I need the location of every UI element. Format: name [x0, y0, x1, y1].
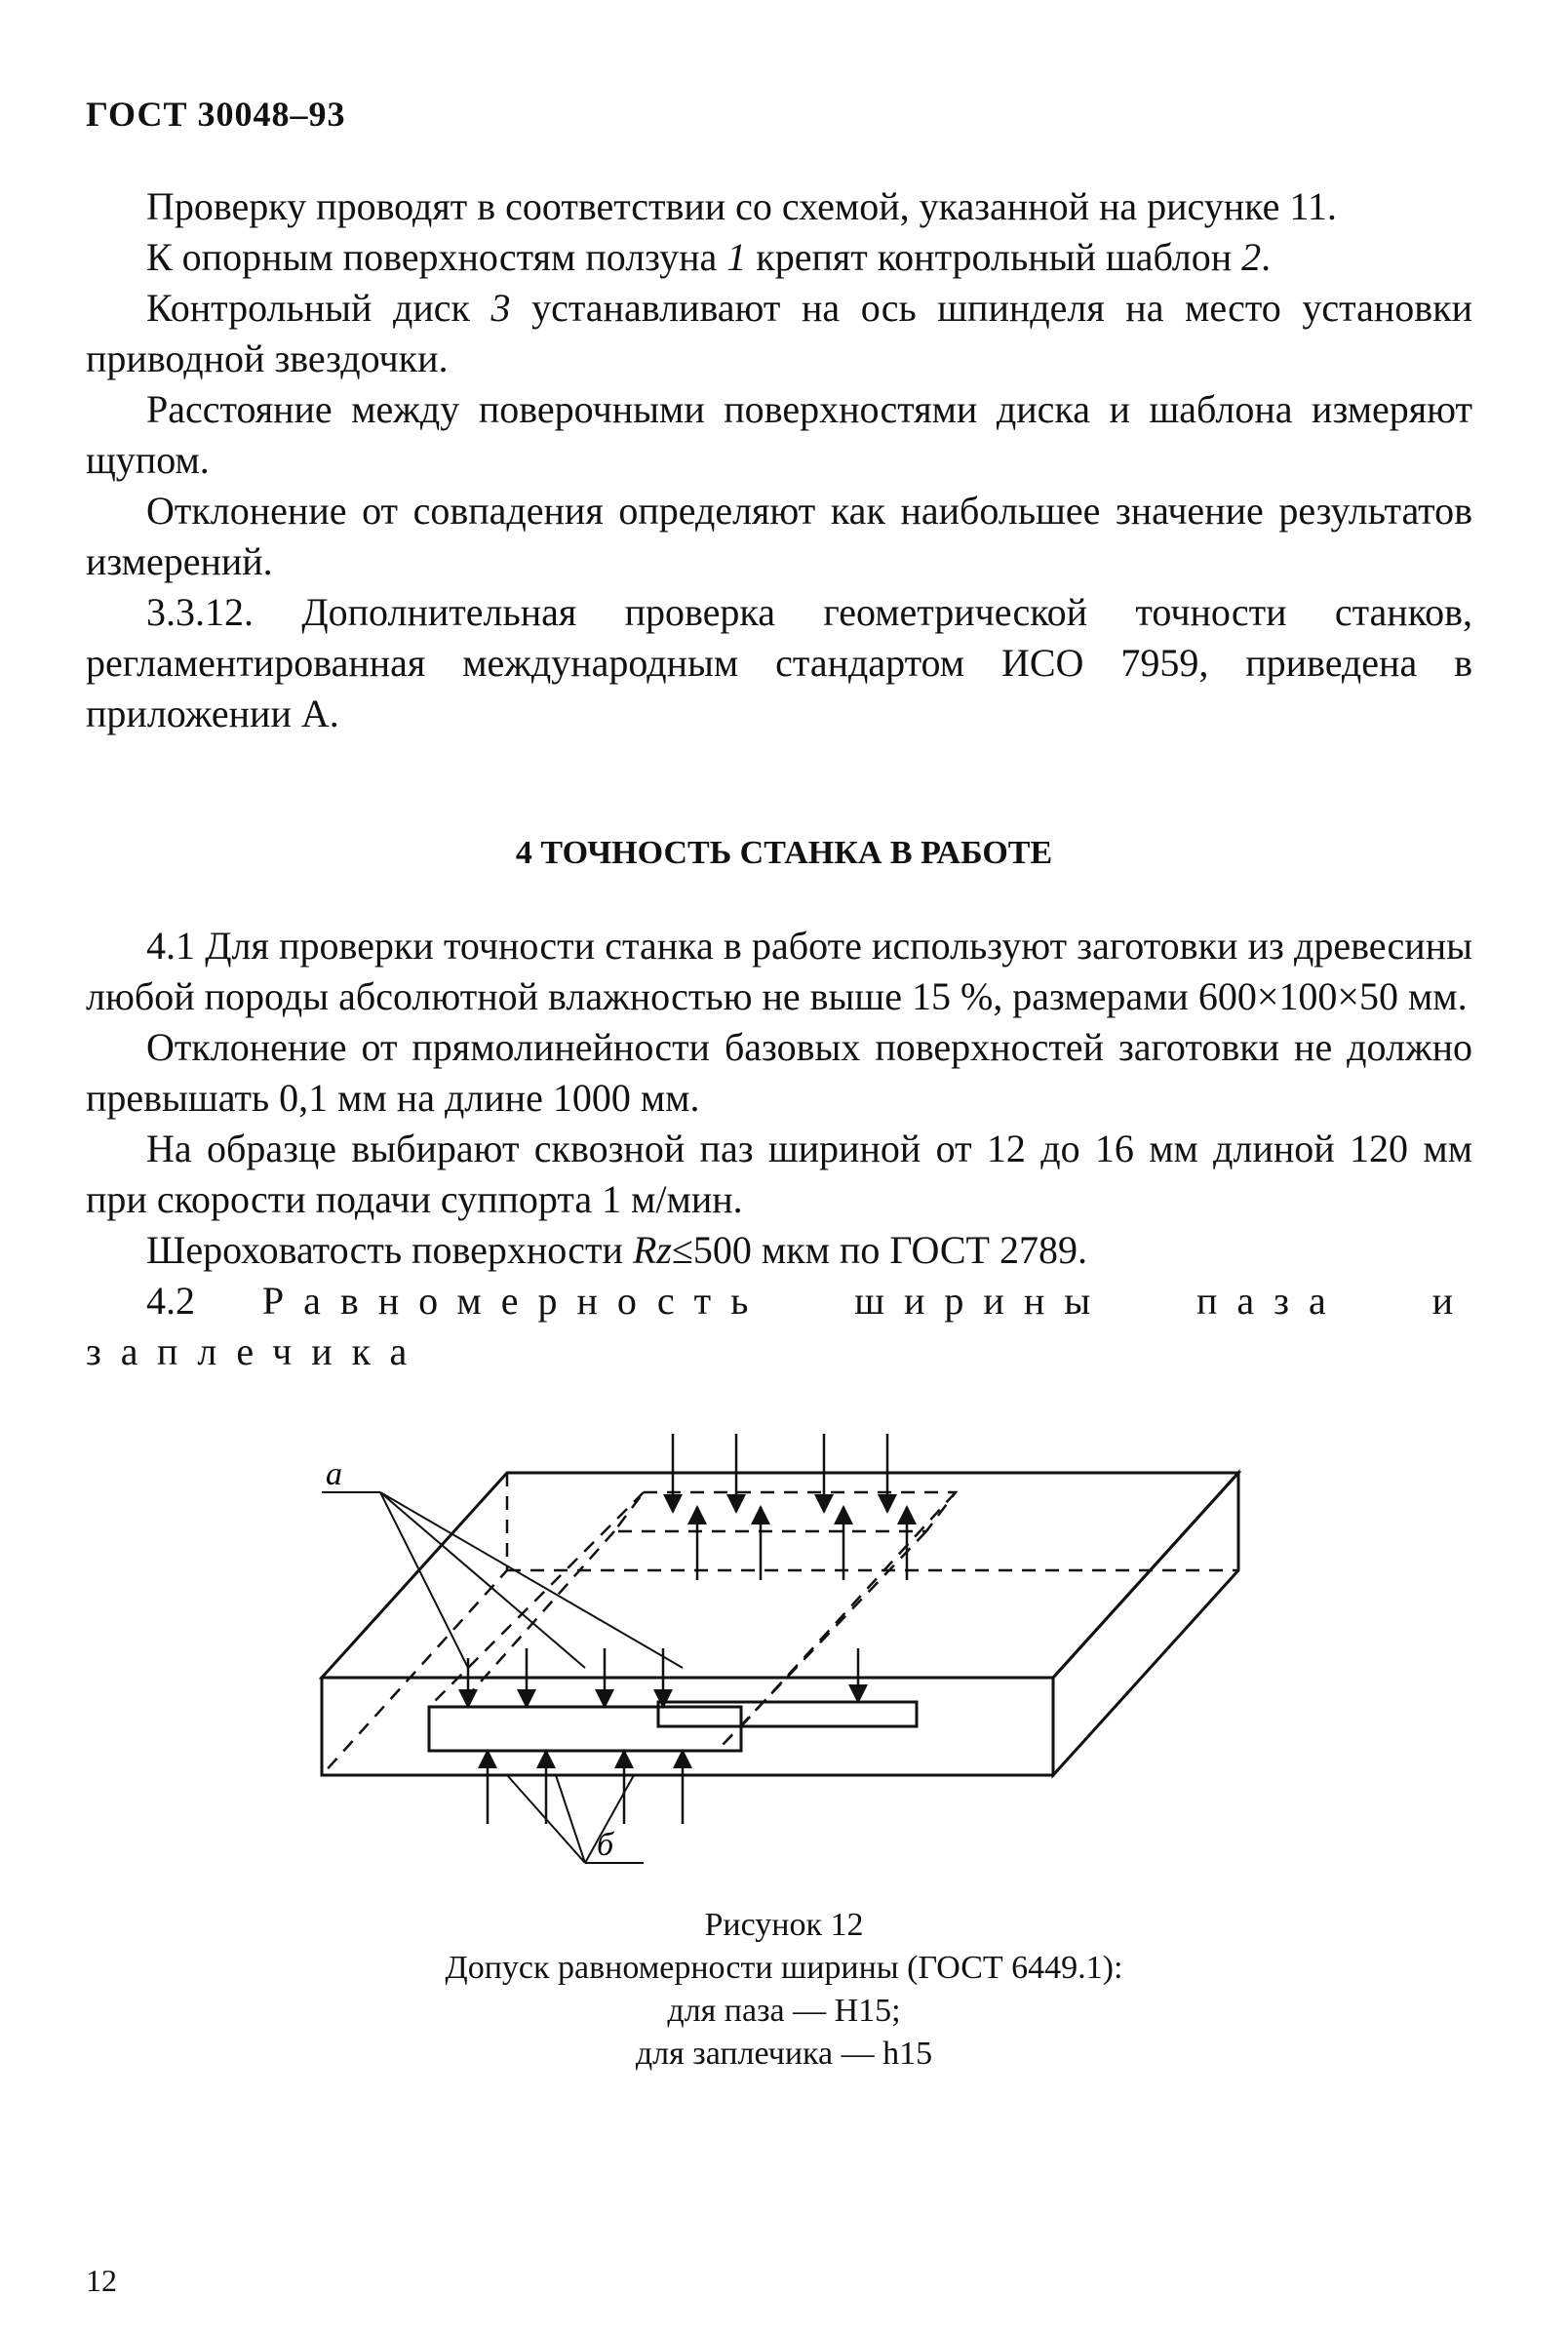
paragraph: Отклонение от совпадения определяют как наибольшее значение результатов измерений.	[86, 489, 1472, 583]
page-number: 12	[86, 2263, 117, 2298]
paragraph: Отклонение от прямолинейности базовых поверхностей заготовки не должно превышать 0,1 мм на длине 1000 мм.	[86, 1025, 1472, 1120]
paragraph: 4.1 Для проверки точности станка в работе используют заготовки из древесины любой породы абсолютной влажностью не выше 15 %, размерами 600×100×50 мм.	[86, 924, 1472, 1018]
caption-line: Допуск равномерности ширины (ГОСТ 6449.1):	[445, 1950, 1123, 1986]
paragraph: 3.3.12. Дополнительная проверка геометрической точности станков, регламентированная международным стандартом ИСО 7959, приведена в приложении А.	[86, 590, 1472, 735]
caption-line: для заплечика — h15	[635, 2036, 933, 2072]
subsection-heading: 4.2 Равномерность ширины паза и заплечика	[86, 1279, 1472, 1373]
paragraph: На образце выбирают сквозной паз шириной от 12 до 16 мм длиной 120 мм при скорости подачи суппорта 1 м/мин.	[86, 1127, 1472, 1221]
caption-line: для паза — Н15;	[667, 1993, 901, 2029]
text-block-2	[86, 921, 1472, 1377]
section-title: 4 ТОЧНОСТЬ СТАНКА В РАБОТЕ	[515, 835, 1053, 871]
label-a: а	[326, 1456, 342, 1492]
slot-cut	[429, 1702, 917, 1751]
paragraph: Проверку проводят в соответствии со схемой, указанной на рисунке 11.	[146, 184, 1337, 228]
label-b: б	[597, 1827, 614, 1863]
paragraph: Контрольный диск 3 устанавливают на ось шпинделя на место установки приводной звездочки.	[86, 286, 1472, 380]
figure-caption	[0, 1904, 1568, 2076]
paragraph: Расстояние между поверочными поверхностями диска и шаблона измеряют щупом.	[86, 387, 1472, 482]
document-header: ГОСТ 30048–93	[86, 95, 346, 134]
paragraph: Шероховатость поверхности Rz≤500 мкм по ГОСТ 2789.	[146, 1228, 1087, 1272]
text-block-1	[86, 181, 1472, 739]
caption-title: Рисунок 12	[704, 1907, 864, 1943]
figure-12-diagram	[312, 1414, 1248, 1882]
paragraph: К опорным поверхностям ползуна 1 крепят контрольный шаблон 2.	[146, 235, 1272, 279]
